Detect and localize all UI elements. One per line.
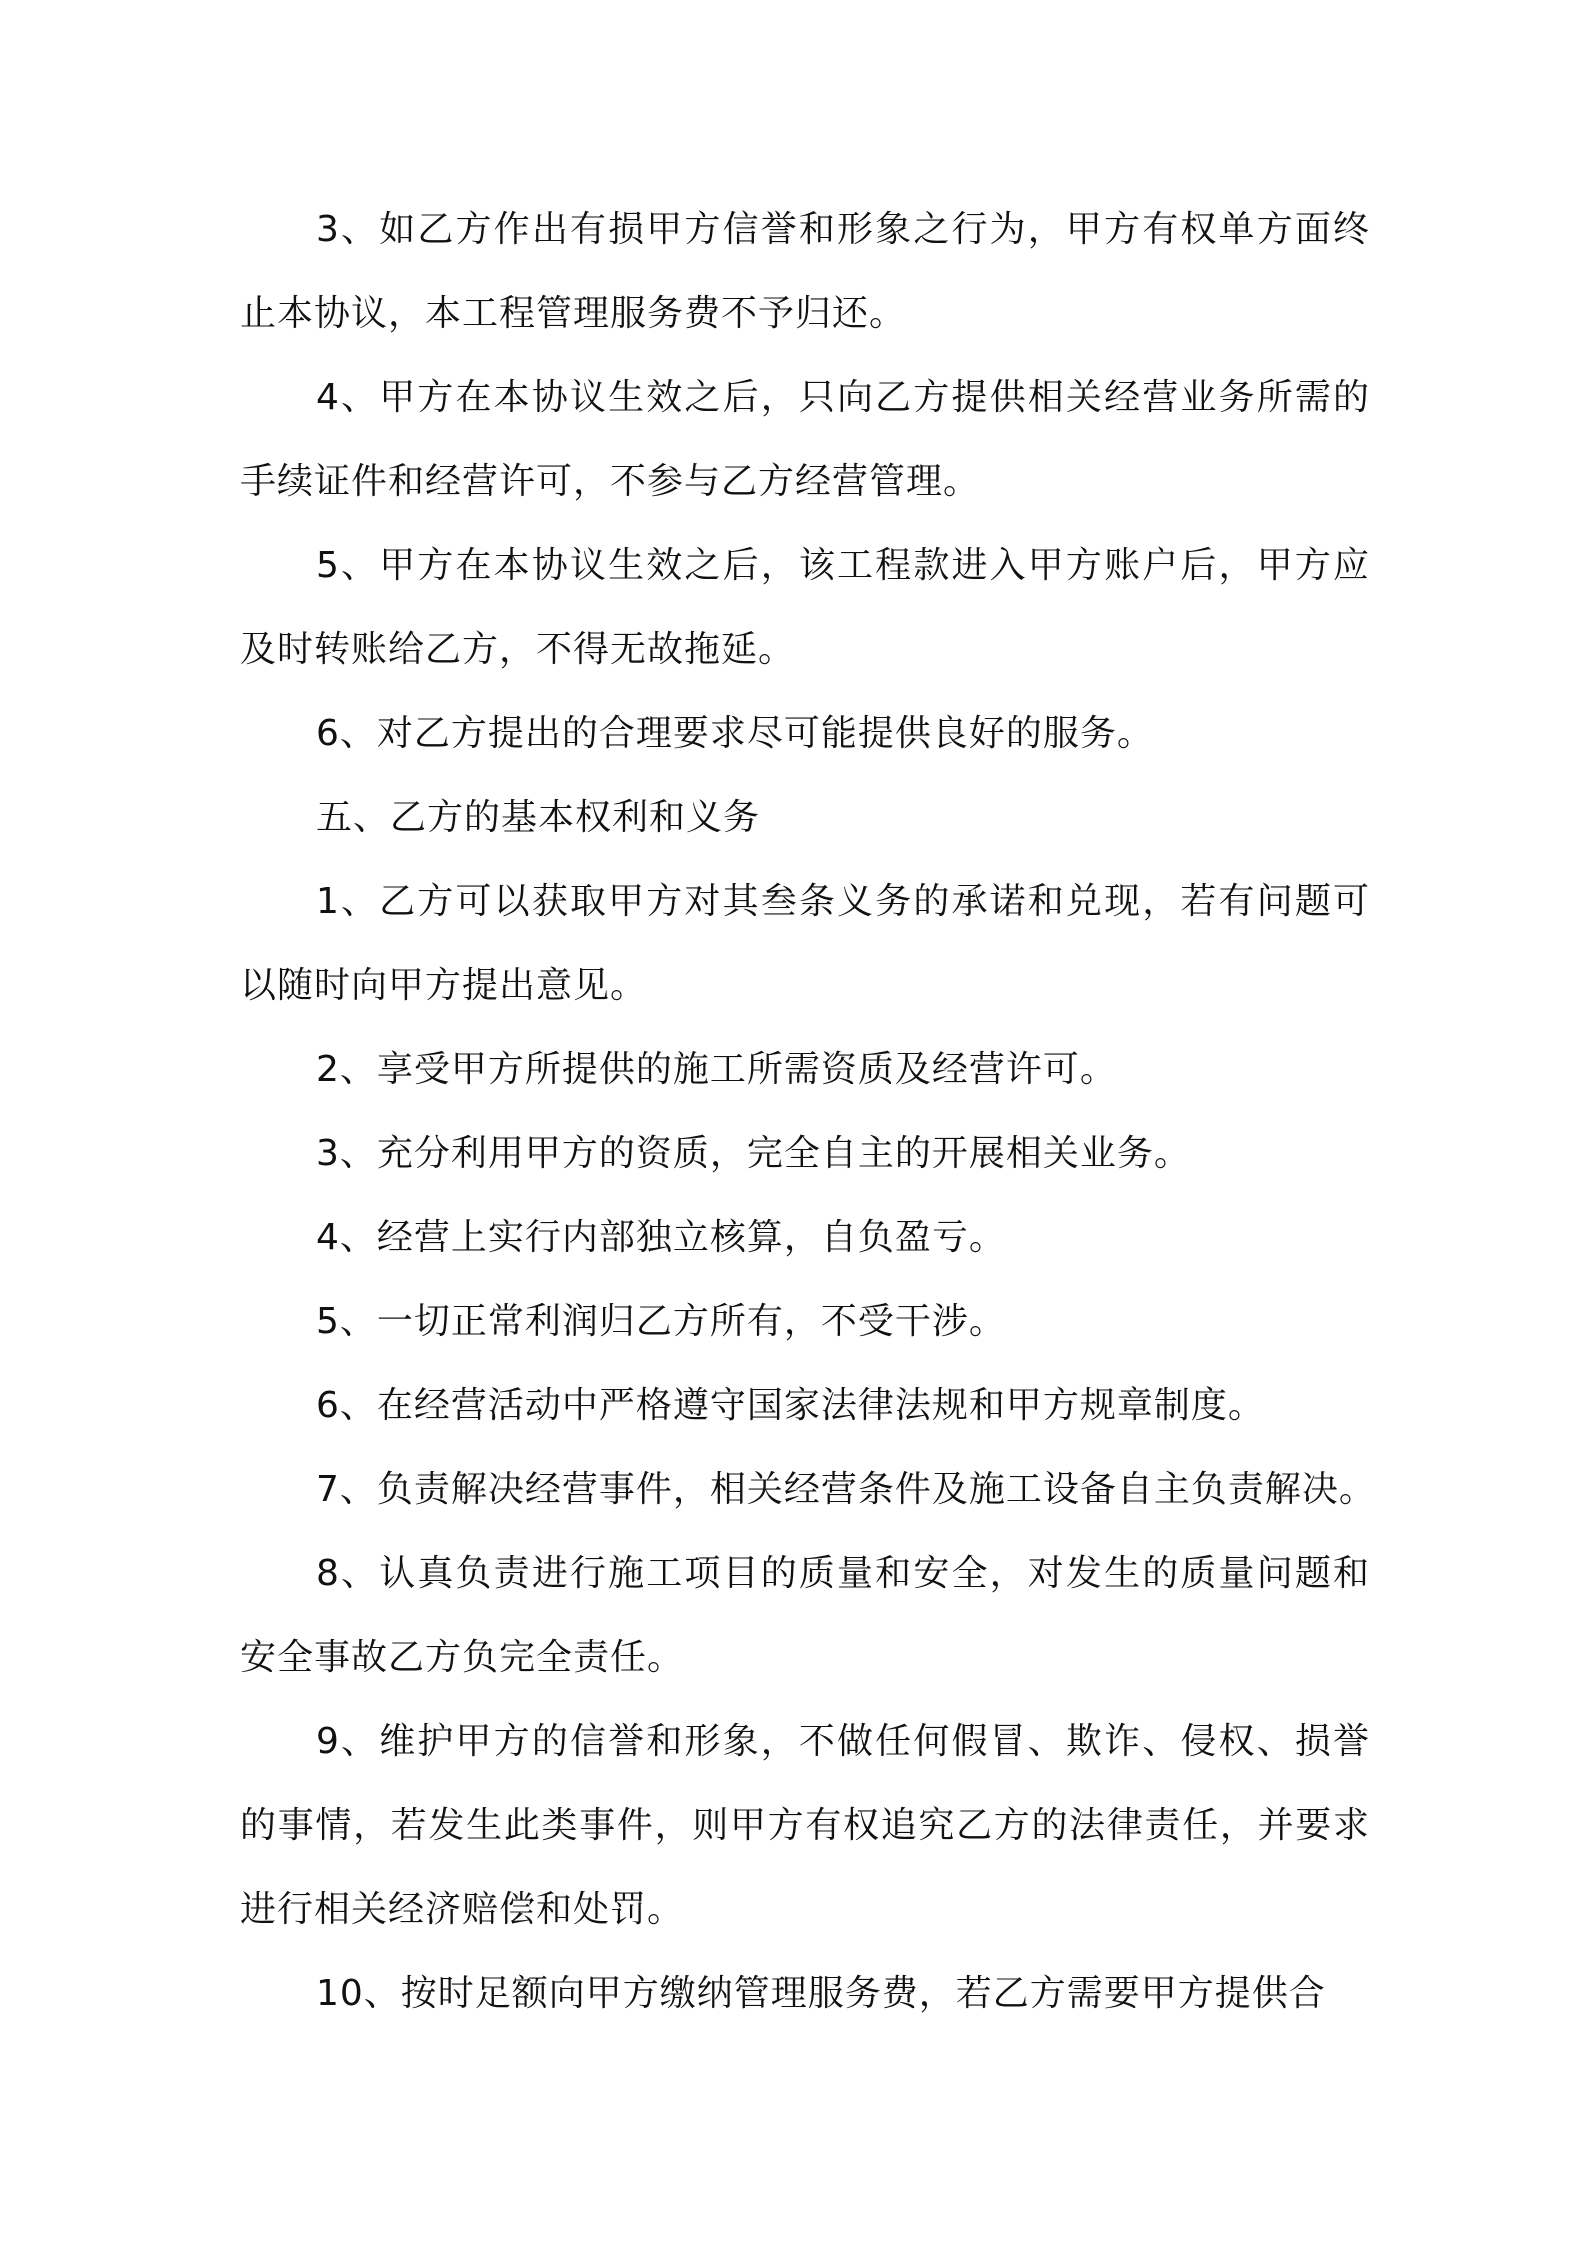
paragraph-right-6: 6、在经营活动中严格遵守国家法律法规和甲方规章制度。: [316, 1385, 1265, 1426]
paragraph-right-10: 10、按时足额向甲方缴纳管理服务费，若乙方需要甲方提供合: [316, 1973, 1326, 2014]
paragraph-right-4: 4、经营上实行内部独立核算，自负盈亏。: [316, 1217, 1006, 1258]
paragraph-obligation-5: 5、甲方在本协议生效之后，该工程款进入甲方账户后，甲方应及时转账给乙方，不得无故拖延。: [240, 545, 1370, 670]
paragraph-right-8: 8、认真负责进行施工项目的质量和安全，对发生的质量问题和安全事故乙方负完全责任。: [240, 1553, 1370, 1678]
paragraph-obligation-6: 6、对乙方提出的合理要求尽可能提供良好的服务。: [316, 713, 1154, 754]
paragraph-obligation-4: 4、甲方在本协议生效之后，只向乙方提供相关经营业务所需的手续证件和经营许可，不参与乙方经营管理。: [240, 377, 1370, 502]
paragraph-right-9: 9、维护甲方的信誉和形象，不做任何假冒、欺诈、侵权、损誉的事情，若发生此类事件，则甲方有权追究乙方的法律责任，并要求进行相关经济赔偿和处罚。: [240, 1721, 1370, 1930]
paragraph-right-5: 5、一切正常利润归乙方所有，不受干涉。: [316, 1301, 1006, 1342]
paragraph-right-2: 2、享受甲方所提供的施工所需资质及经营许可。: [316, 1049, 1117, 1090]
paragraph-right-7: 7、负责解决经营事件，相关经营条件及施工设备自主负责解决。: [316, 1469, 1376, 1510]
paragraph-right-3: 3、充分利用甲方的资质，完全自主的开展相关业务。: [316, 1133, 1191, 1174]
paragraph-right-1: 1、乙方可以获取甲方对其叁条义务的承诺和兑现，若有问题可以随时向甲方提出意见。: [240, 881, 1370, 1006]
section-heading-party-b: 五、乙方的基本权利和义务: [316, 797, 761, 838]
paragraph-obligation-3: 3、如乙方作出有损甲方信誉和形象之行为，甲方有权单方面终止本协议，本工程管理服务费不予归还。: [240, 209, 1370, 334]
